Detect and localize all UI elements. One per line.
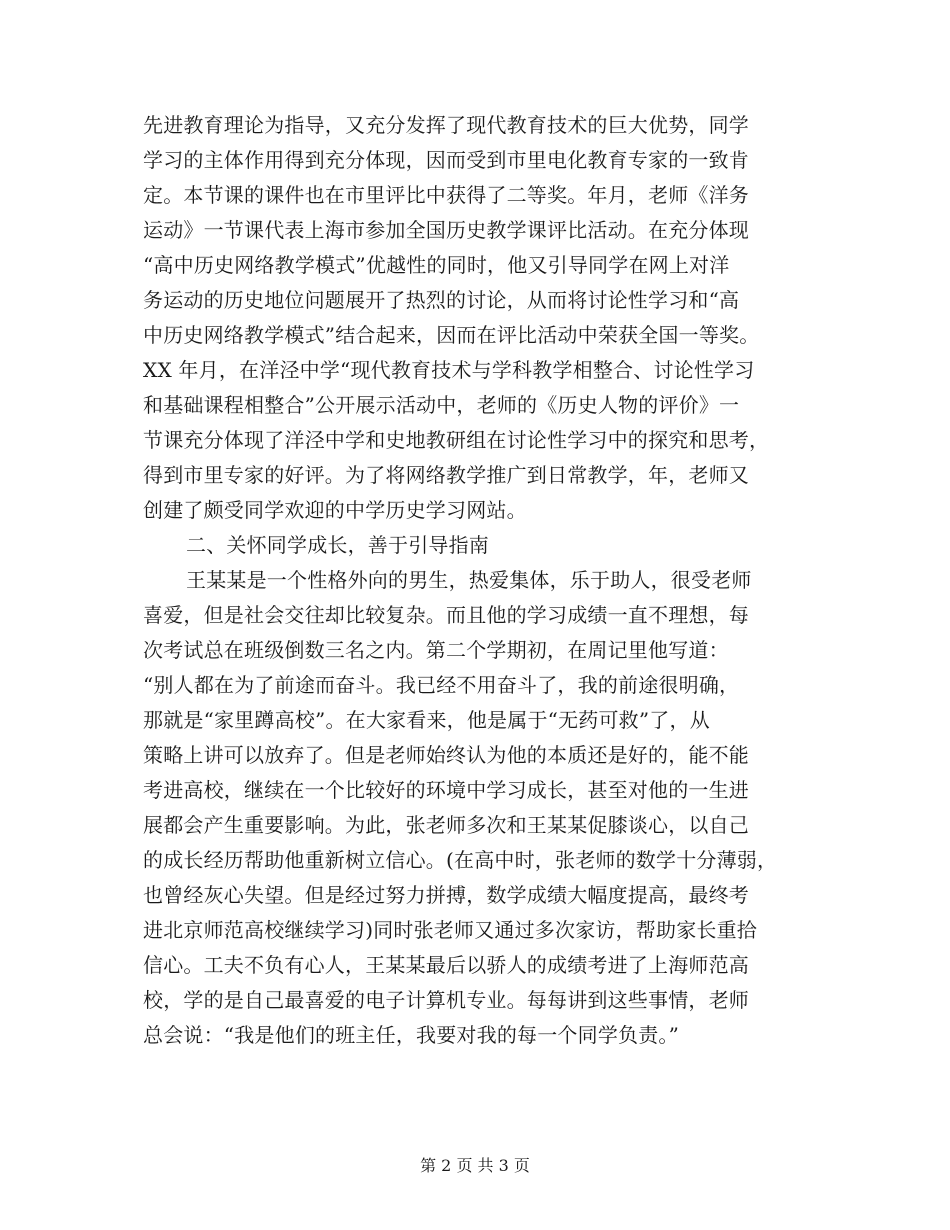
- text-line: 先进教育理论为指导，又充分发挥了现代教育技术的巨大优势，同学: [143, 113, 749, 137]
- text-line: 学习的主体作用得到充分体现，因而受到市里电化教育专家的一致肯: [143, 148, 749, 172]
- text-line: 展都会产生重要影响。为此，张老师多次和王某某促膝谈心，以自己: [143, 813, 749, 837]
- text-line: 的成长经历帮助他重新树立信心。(在高中时，张老师的数学十分薄弱，: [143, 848, 778, 872]
- text-line: 总会说：“我是他们的班主任，我要对我的每一个同学负责。”: [143, 1023, 680, 1047]
- page-footer: 第 2 页 共 3 页: [420, 1156, 530, 1175]
- text-line: 创建了颇受同学欢迎的中学历史学习网站。: [143, 498, 527, 522]
- text-line: 校，学的是自己最喜爱的电子计算机专业。每每讲到这些事情，老师: [143, 988, 749, 1012]
- text-line: 节课充分体现了洋泾中学和史地教研组在讨论性学习中的探究和思考，: [143, 428, 770, 452]
- text-line: 运动》一节课代表上海市参加全国历史教学课评比活动。在充分体现: [143, 218, 749, 242]
- text-line: 和基础课程相整合”公开展示活动中，老师的《历史人物的评价》一: [143, 393, 740, 417]
- text-line: 次考试总在班级倒数三名之内。第二个学期初，在周记里他写道：: [143, 638, 729, 662]
- text-line: “别人都在为了前途而奋斗。我已经不用奋斗了，我的前途很明确，: [143, 673, 740, 697]
- text-line: 那就是“家里蹲高校”。在大家看来，他是属于“无药可救”了，从: [143, 708, 710, 732]
- text-line: “高中历史网络教学模式”优越性的同时，他又引导同学在网上对洋: [143, 253, 730, 277]
- text-line: 信心。工夫不负有心人，王某某最后以骄人的成绩考进了上海师范高: [143, 953, 749, 977]
- text-line: 务运动的历史地位问题展开了热烈的讨论，从而将讨论性学习和“高: [143, 288, 740, 312]
- text-line: 定。本节课的课件也在市里评比中获得了二等奖。年月，老师《洋务: [143, 183, 749, 207]
- text-line: 王某某是一个性格外向的男生，热爱集体，乐于助人，很受老师: [186, 568, 752, 592]
- text-line: 策略上讲可以放弃了。但是老师始终认为他的本质还是好的，能不能: [143, 743, 749, 767]
- text-line: 进北京师范高校继续学习)同时张老师又通过多次家访，帮助家长重拾: [143, 918, 758, 942]
- text-line: 喜爱，但是社会交往却比较复杂。而且他的学习成绩一直不理想，每: [143, 603, 749, 627]
- document-body: [143, 108, 833, 1053]
- section-heading: 二、关怀同学成长，善于引导指南: [186, 533, 489, 557]
- text-line: 得到市里专家的好评。为了将网络教学推广到日常教学，年，老师又: [143, 463, 749, 487]
- text-line: 考进高校，继续在一个比较好的环境中学习成长，甚至对他的一生进: [143, 778, 749, 802]
- text-line: XX 年月，在洋泾中学“现代教育技术与学科教学相整合、讨论性学习: [143, 358, 755, 382]
- text-line: 中历史网络教学模式”结合起来，因而在评比活动中荣获全国一等奖。: [143, 323, 760, 347]
- text-line: 也曾经灰心失望。但是经过努力拼搏，数学成绩大幅度提高，最终考: [143, 883, 749, 907]
